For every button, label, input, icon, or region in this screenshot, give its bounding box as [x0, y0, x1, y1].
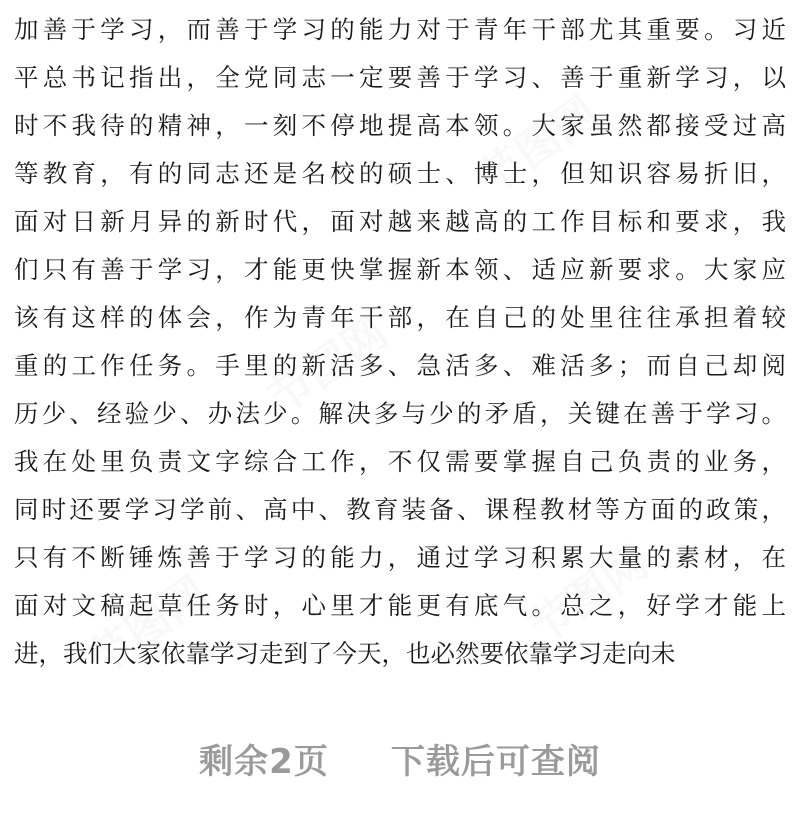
text-line: 平总书记指出，全党同志一定要善于学习、善于重新学习，以 — [14, 63, 786, 92]
text-line: 等教育，有的同志还是名校的硕士、博士，但知识容易折旧， — [14, 159, 786, 188]
text-line: 同时还要学习学前、高中、教育装备、课程教材等方面的政策， — [14, 495, 786, 524]
text-line: 历少、经验少、办法少。解决多与少的矛盾，关键在善于学习。 — [14, 399, 786, 428]
watermark: 节图网 — [519, 536, 658, 655]
text-line: 们只有善于学习，才能更快掌握新本领、适应新要求。大家应 — [14, 255, 786, 284]
document-body — [14, 6, 786, 678]
watermark: 节图网 — [79, 566, 218, 685]
text-line: 重的工作任务。手里的新活多、急活多、难活多；而自己却阅 — [14, 351, 786, 380]
text-line: 加善于学习，而善于学习的能力对于青年干部尤其重要。习近 — [14, 15, 786, 44]
text-line: 时不我待的精神，一刻不停地提高本领。大家虽然都接受过高 — [14, 111, 786, 140]
text-line: 面对文稿起草任务时，心里才能更有底气。总之，好学才能上 — [14, 591, 786, 620]
watermark: 节图网 — [469, 86, 608, 205]
watermark: 节图网 — [259, 306, 398, 425]
text-line: 进，我们大家依靠学习走到了今天，也必然要依靠学习走向未 — [14, 639, 676, 668]
text-line: 只有不断锤炼善于学习的能力，通过学习积累大量的素材，在 — [14, 543, 786, 572]
text-line: 该有这样的体会，作为青年干部，在自己的处里往往承担着较 — [14, 303, 786, 332]
remaining-pages-label: 剩余2页 — [199, 741, 329, 782]
download-banner[interactable] — [0, 730, 800, 786]
text-line: 我在处里负责文字综合工作，不仅需要掌握自己负责的业务， — [14, 447, 786, 476]
download-hint-label[interactable]: 下载后可查阅 — [390, 741, 601, 782]
text-line: 面对日新月异的新时代，面对越来越高的工作目标和要求，我 — [14, 207, 786, 236]
